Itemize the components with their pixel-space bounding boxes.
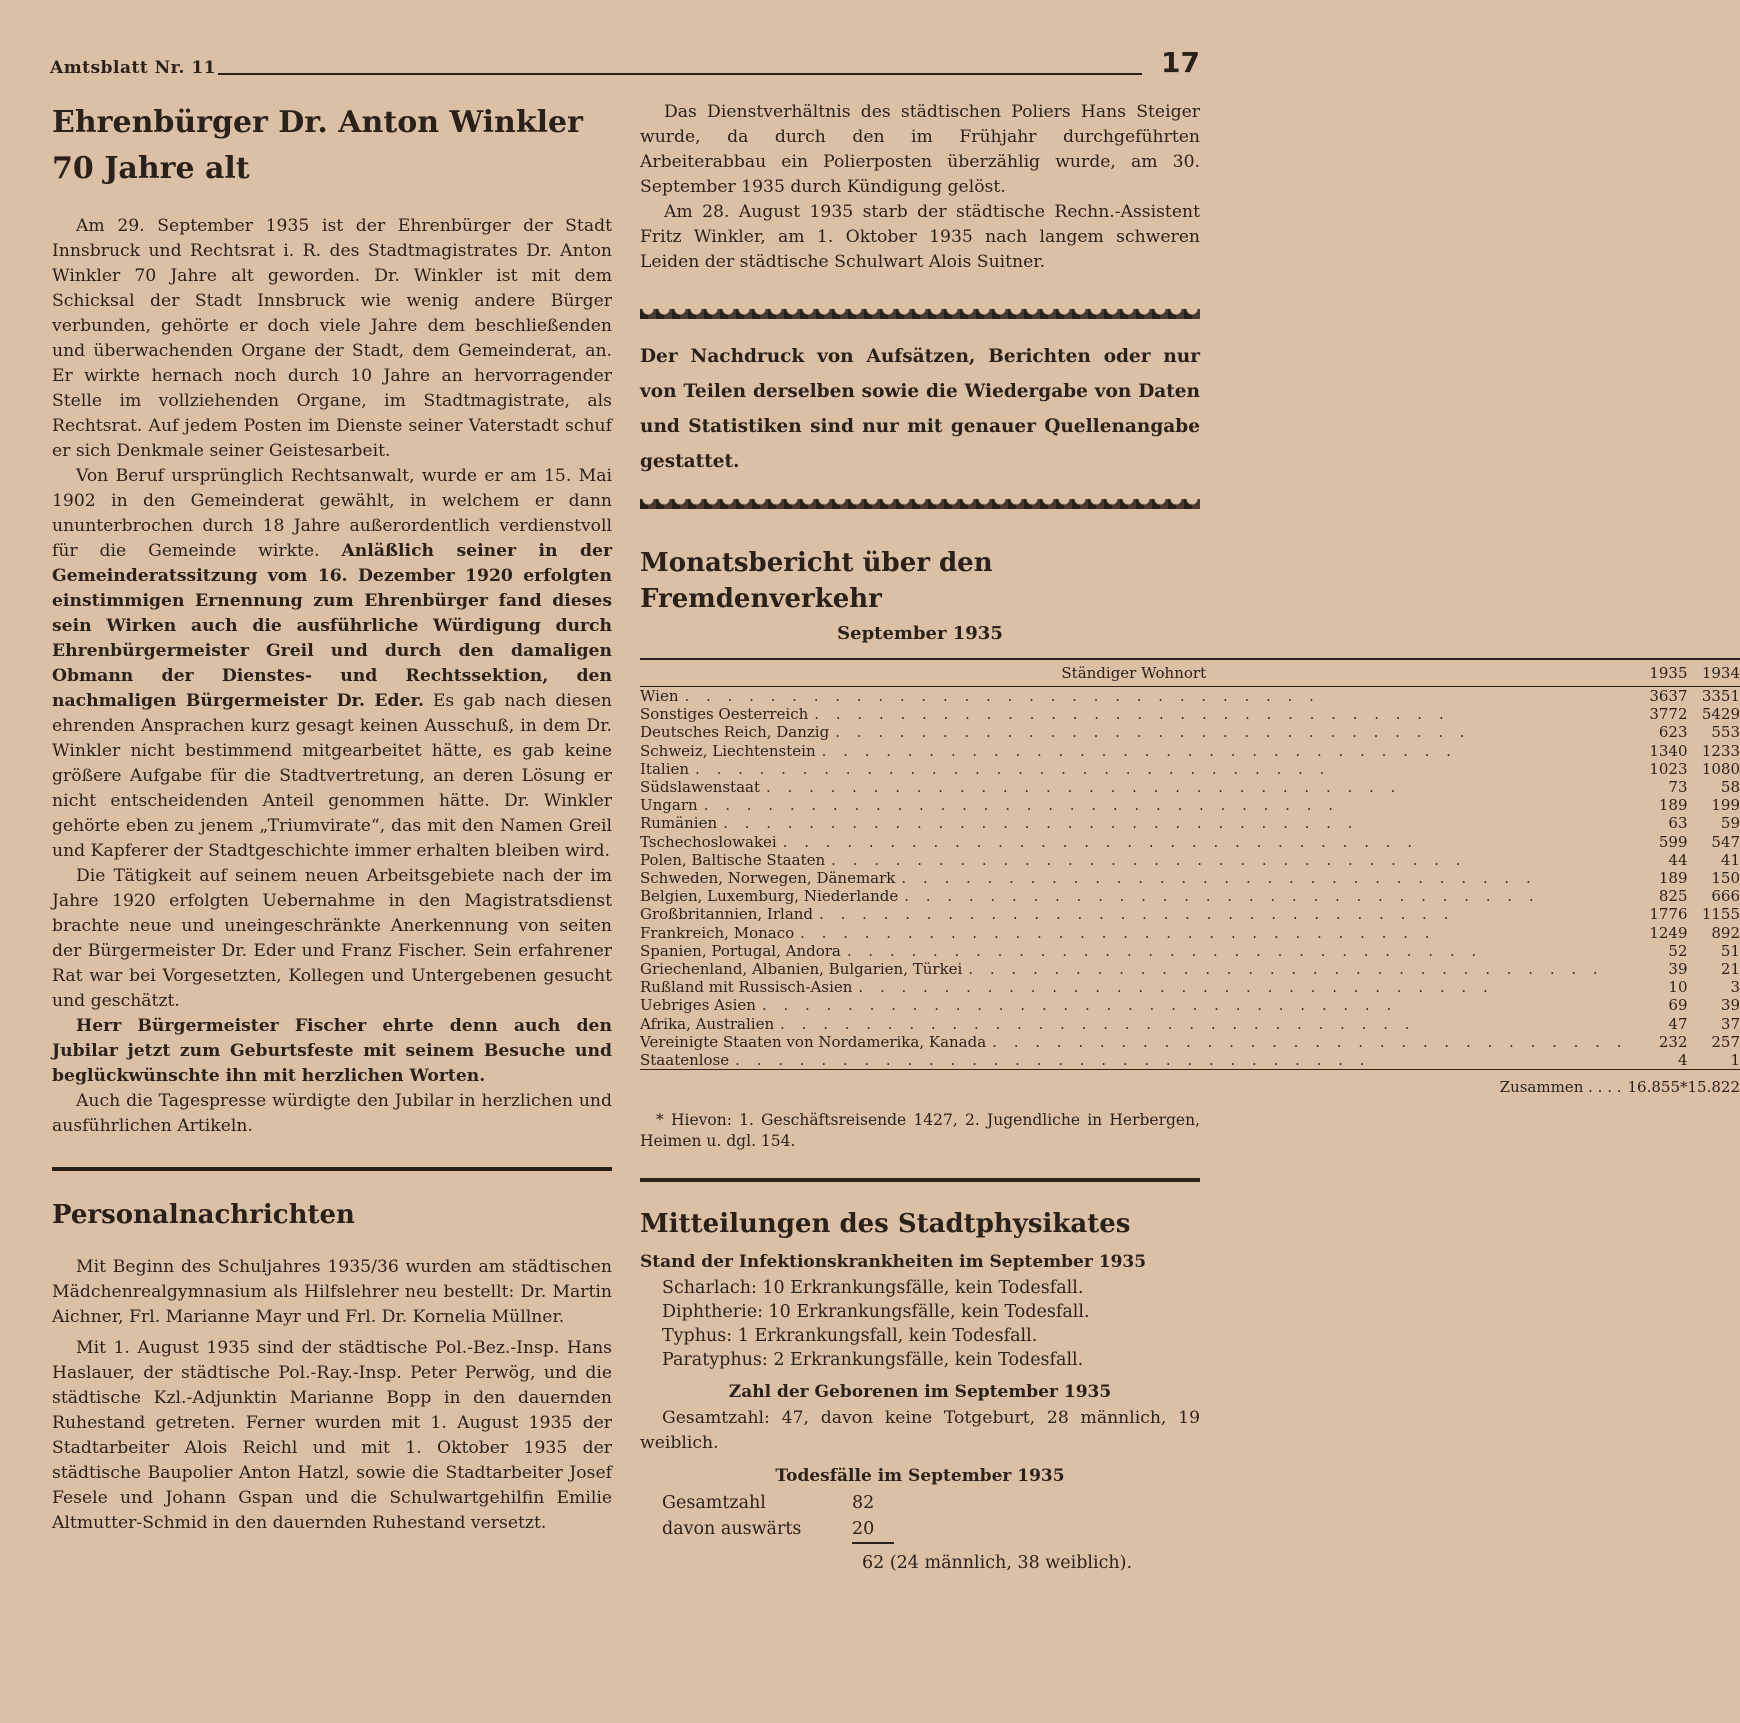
table-row [640,742,1740,760]
country-label: Wien [640,687,679,705]
value-1934: 1155 [1701,905,1740,924]
value-1934: 666 [1711,887,1740,906]
row-country [640,996,1628,1014]
value-1935: 44 [1668,850,1688,869]
value-1935: 1249 [1649,923,1688,942]
value-1934: 553 [1711,723,1740,742]
value-1935: 3637 [1649,687,1688,705]
row-country [640,814,1628,832]
country-label: Italien [640,759,690,778]
dot-leader: . . . . . . . . . . . . . . . . . . . . . . . . . . . . . . [992,1032,1628,1051]
row-country [640,723,1628,741]
row-country [640,1033,1628,1051]
total-1934: 15.822 [1687,1078,1740,1097]
value-1934: 892 [1711,923,1740,942]
country-label: Südslawenstaat [640,778,760,797]
header-rule [218,73,1142,75]
value-1935: 39 [1668,960,1688,979]
value-1934: 257 [1711,1032,1740,1051]
value-1935: 63 [1668,814,1688,833]
value-1935: 3772 [1649,705,1688,724]
deaths-total-label: Gesamtzahl [662,1493,766,1514]
value-1934: 21 [1720,960,1740,979]
infection-item: Typhus: 1 Erkrankungsfall, kein Todesfall. [662,1326,1038,1347]
deaths-result: 62 (24 männlich, 38 weiblich). [862,1553,1133,1574]
table-row [640,978,1740,996]
value-1934: 150 [1711,869,1740,888]
value-1934: 1 [1730,1051,1740,1070]
value-1935: 4 [1677,1051,1688,1070]
country-label: Rumänien [640,814,718,833]
total-label: Zusammen . . . . [1499,1078,1622,1097]
dot-leader: . . . . . . . . . . . . . . . . . . . . . . . . . . . . . . [723,814,1359,833]
row-country [640,778,1628,796]
section-divider [52,1167,612,1171]
row-country [640,742,1628,760]
value-1934: 199 [1711,796,1740,815]
text: Von Beruf ursprünglich Rechtsanwalt, wurde er am 15. Mai 1902 in den Gemeinderat gewählt, in welchem er dann ununterbrochen durch 18 Jahre außerordentlich verdienstvoll für die Gemeinde wirkte. [52,466,612,561]
paragraph: Das Dienstverhältnis des städtischen Poliers Hans Steiger wurde, da durch den im Frühjahr durchgeführten Arbeiterabbau ein Polierposten überzählig wurde, am 30. September 1935 durch Kündigung gelöst. [640,102,1200,197]
deaths-heading: Todesfälle im September 1935 [775,1466,1065,1487]
dot-leader: . . . . . . . . . . . . . . . . . . . . . . . . . . . . . . [835,723,1471,742]
paragraph: Am 28. August 1935 starb der städtische Rechn.-Assistent Fritz Winkler, am 1. Oktober 1935 nach langem schweren Leiden der städtische Schulwart Alois Suitner. [640,202,1200,272]
dot-leader: . . . . . . . . . . . . . . . . . . . . . . . . . . . . . . [766,778,1402,797]
infection-item: Scharlach: 10 Erkrankungsfälle, kein Todesfall. [662,1278,1084,1299]
country-label: Uebriges Asien [640,996,756,1015]
deaths-total-row [662,1490,1200,1516]
table-row [640,833,1740,851]
row-country [640,869,1628,887]
value-1935: 599 [1658,832,1688,851]
row-country [640,851,1628,869]
country-label: Griechenland, Albanien, Bulgarien, Türkei [640,960,963,979]
row-country [640,978,1628,996]
table-row [640,796,1740,814]
row-country [640,887,1628,905]
births-text: Gesamtzahl: 47, davon keine Totgeburt, 28 männlich, 19 weiblich. [640,1408,1200,1454]
table-row [640,887,1740,905]
country-label: Frankreich, Monaco [640,923,795,942]
dot-leader: . . . . . . . . . . . . . . . . . . . . . . . . . . . . . . [858,978,1494,997]
paragraph [52,1014,612,1089]
table-row [640,1051,1740,1070]
country-label: Rußland mit Russisch-Asien [640,978,853,997]
title-line-1: Ehrenbürger Dr. Anton Winkler [52,105,583,140]
paragraph: Die Tätigkeit auf seinem neuen Arbeitsgebiete nach der im Jahre 1920 erfolgten Uebernahme in den Magistratsdienst brachte neue und uneingeschränkte Anerkennung von seiten der Bürgermeister Dr. Eder und Franz Fischer. Sein erfahrener Rat war bei Vorgesetzten, Kollegen und Untergebenen gesucht und geschätzt. [52,866,612,1011]
row-country [640,687,1628,706]
infection-heading: Stand der Infektionskrankheiten im September 1935 [640,1252,1147,1273]
dot-leader: . . . . . . . . . . . . . . . . . . . . . . . . . . . . . . [904,887,1540,906]
table-row [640,924,1740,942]
infection-list [640,1276,1200,1372]
dot-leader: . . . . . . . . . . . . . . . . . . . . . . . . . . . . . . [831,850,1467,869]
publication-title: Amtsblatt Nr. 11 [50,58,217,78]
value-1935: 623 [1658,723,1688,742]
value-1934: 58 [1720,778,1740,797]
value-1935: 232 [1658,1032,1688,1051]
row-country [640,942,1628,960]
dot-leader: . . . . . . . . . . . . . . . . . . . . . . . . . . . . . . [780,1014,1416,1033]
row-country [640,796,1628,814]
country-label: Tschechoslowakei [640,832,777,851]
dot-leader: . . . . . . . . . . . . . . . . . . . . . . . . . . . . . . [800,923,1436,942]
table-row [640,869,1740,887]
bold-text: Herr Bürgermeister Fischer ehrte denn auch den Jubilar jetzt zum Geburtsfeste mit seinem Besuche und beglückwünschte ihn mit herzlichen Worten. [52,1016,612,1086]
value-1934: 547 [1711,832,1740,851]
dot-leader: . . . . . . . . . . . . . . . . . . . . . . . . . . . . . . [703,796,1340,815]
row-country [640,1015,1628,1033]
value-1934: 3 [1730,978,1740,997]
title-line-2: 70 Jahre alt [52,151,250,186]
country-label: Schweden, Norwegen, Dänemark [640,869,896,888]
dot-leader: . . . . . . . . . . . . . . . . . . . . . . . . . . . . . . [846,941,1483,960]
table-row [640,778,1740,796]
paragraph: Am 29. September 1935 ist der Ehrenbürger der Stadt Innsbruck und Rechtsrat i. R. des Stadtmagistrates Dr. Anton Winkler 70 Jahre alt geworden. Dr. Winkler ist mit dem Schicksal der Stadt Innsbruck wie wenig andere Bürger verbunden, gehörte er doch viele Jahre dem beschließenden und überwachenden Organe der Stadt, dem Gemeinderat, an. Er wirkte hernach noch durch 10 Jahre an hervorragender Stelle im vollziehenden Organe, im Stadtmagistrate, als Rechtsrat. Auf jedem Posten im Dienste seiner Vaterstadt schuf er sich Denkmale seiner Geistesarbeit. [52,216,612,461]
section-title: Monatsbericht über den Fremdenverkehr [640,548,993,614]
table-total-row [640,1070,1740,1097]
table-row [640,960,1740,978]
total-1935: 16.855* [1627,1078,1688,1097]
value-1935: 1023 [1649,759,1688,778]
value-1935: 10 [1668,978,1688,997]
table-body [640,687,1740,1070]
dot-leader: . . . . . . . . . . . . . . . . . . . . . . . . . . . . . . [968,960,1604,979]
value-1934: 1080 [1701,759,1740,778]
table-row [640,1015,1740,1033]
value-1935: 189 [1658,796,1688,815]
value-1934: 39 [1720,996,1740,1015]
value-1934: 1233 [1701,741,1740,760]
dot-leader: . . . . . . . . . . . . . . . . . . . . . . . . . . . . . . [782,832,1419,851]
country-label: Vereinigte Staaten von Nordamerika, Kanada [640,1032,987,1051]
row-country [640,705,1628,723]
section-subtitle: September 1935 [837,623,1003,644]
footnote: * Hievon: 1. Geschäftsreisende 1427, 2. Jugendliche in Herbergen, Heimen u. dgl. 154. [640,1111,1200,1151]
tourism-table [640,658,1740,1096]
section-title: Mitteilungen des Stadtphysikates [640,1209,1131,1240]
country-label: Polen, Baltische Staaten [640,850,826,869]
row-country [640,924,1628,942]
table-row [640,814,1740,832]
column-header: Ständiger Wohnort [1061,664,1207,682]
column-header: 1935 [1649,664,1688,682]
deaths-total-value: 82 [852,1493,875,1514]
row-country [640,833,1628,851]
table-row [640,687,1740,706]
births-heading: Zahl der Geborenen im September 1935 [728,1382,1112,1403]
value-1935: 1340 [1649,741,1688,760]
dot-leader: . . . . . . . . . . . . . . . . . . . . . . . . . . . . . . [695,759,1331,778]
row-country [640,1051,1628,1070]
country-label: Deutsches Reich, Danzig [640,723,830,742]
infection-item: Paratyphus: 2 Erkrankungsfälle, kein Todesfall. [662,1350,1084,1371]
row-country [640,760,1628,778]
value-1934: 37 [1720,1014,1740,1033]
value-1934: 51 [1720,941,1740,960]
copyright-notice: Der Nachdruck von Aufsätzen, Berichten oder nur von Teilen derselben sowie die Wiedergabe von Daten und Statistiken sind nur mit genauer Quellenangabe gestattet. [640,346,1200,472]
value-1935: 52 [1668,941,1688,960]
right-column [640,100,1740,1576]
table-row [640,942,1740,960]
left-column [52,100,612,1536]
country-label: Großbritannien, Irland [640,905,814,924]
country-label: Sonstiges Oesterreich [640,705,809,724]
deaths-out-label: davon auswärts [662,1519,802,1540]
table-header-row [640,659,1740,687]
dot-leader: . . . . . . . . . . . . . . . . . . . . . . . . . . . . . . [814,705,1450,724]
table-row [640,1033,1740,1051]
paragraph: Mit Beginn des Schuljahres 1935/36 wurden am städtischen Mädchenrealgymnasium als Hilfslehrer neu bestellt: Dr. Martin Aichner, Frl. Marianne Mayr und Frl. Dr. Kornelia Müllner. [52,1257,612,1327]
value-1935: 1776 [1649,905,1688,924]
country-label: Schweiz, Liechtenstein [640,741,816,760]
bold-text: Anläßlich seiner in der Gemeinderatssitzung vom 16. Dezember 1920 erfolgten einstimmigen Ernennung zum Ehrenbürger fand dieses sein Wirken auch die ausführliche Würdigung durch Ehrenbürgermeister Greil und durch den damaligen Obmann der Dienstes- und Rechtssektion, den nachmaligen Bürgermeister Dr. Eder. [52,541,612,711]
country-label: Staatenlose [640,1051,730,1070]
dot-leader: . . . . . . . . . . . . . . . . . . . . . . . . . . . . . . [684,687,1320,705]
dot-leader: . . . . . . . . . . . . . . . . . . . . . . . . . . . . . . [761,996,1398,1015]
country-label: Ungarn [640,796,698,815]
row-country [640,905,1628,923]
table-row [640,905,1740,923]
value-1934: 41 [1720,850,1740,869]
deaths-out-row [662,1516,1200,1544]
wavy-divider [640,309,1200,319]
table-row [640,760,1740,778]
column-header: 1934 [1701,664,1740,682]
value-1935: 47 [1668,1014,1688,1033]
value-1934: 3351 [1701,687,1740,705]
country-label: Belgien, Luxemburg, Niederlande [640,887,899,906]
deaths-out-value: 20 [852,1516,894,1544]
table-row [640,705,1740,723]
value-1935: 189 [1658,869,1688,888]
article-title [52,100,612,192]
value-1935: 73 [1668,778,1688,797]
infection-item: Diphtherie: 10 Erkrankungsfälle, kein Todesfall. [662,1302,1090,1323]
paragraph: Mit 1. August 1935 sind der städtische Pol.-Bez.-Insp. Hans Haslauer, der städtische Pol.-Ray.-Insp. Peter Perwög, und die städtische Kzl.-Adjunktin Marianne Bopp in den dauernden Ruhestand getreten. Ferner wurden mit 1. August 1935 der Stadtarbeiter Alois Reichl und mit 1. Oktober 1935 der städtische Baupolier Anton Hatzl, sowie die Stadtarbeiter Josef Fesele und Johann Gspan und die Schulwartgehilfin Emilie Altmutter-Schmid in den dauernden Ruhestand versetzt. [52,1338,612,1533]
row-country [640,960,1628,978]
value-1935: 69 [1668,996,1688,1015]
value-1935: 825 [1658,887,1688,906]
page-header [50,46,1200,80]
dot-leader: . . . . . . . . . . . . . . . . . . . . . . . . . . . . . . [819,905,1455,924]
section-divider [640,1178,1200,1182]
deaths-block [640,1490,1200,1576]
paragraph [52,464,612,864]
country-label: Afrika, Australien [640,1014,775,1033]
dot-leader: . . . . . . . . . . . . . . . . . . . . . . . . . . . . . . [735,1051,1371,1070]
dot-leader: . . . . . . . . . . . . . . . . . . . . . . . . . . . . . . [821,741,1457,760]
page-number: 17 [1161,46,1200,79]
table-row [640,996,1740,1014]
dot-leader: . . . . . . . . . . . . . . . . . . . . . . . . . . . . . . [901,869,1537,888]
value-1934: 59 [1720,814,1740,833]
table-row [640,851,1740,869]
value-1934: 5429 [1701,705,1740,724]
country-label: Spanien, Portugal, Andora [640,941,841,960]
text: Es gab nach diesen ehrenden Ansprachen kurz gesagt keinen Ausschuß, in dem Dr. Winkler nicht bestimmend mitgearbeitet hätte, es gab keine größere Aufgabe für die Stadtvertretung, an deren Lösung er nicht entscheidenden Anteil genommen hätte. Dr. Winkler gehörte eben zu jenem „Triumvirate“, das mit den Namen Greil und Kapferer der Stadtgeschichte immer erhalten bleiben wird. [52,691,612,861]
table-row [640,723,1740,741]
section-title: Personalnachrichten [52,1200,355,1230]
paragraph: Auch die Tagespresse würdigte den Jubilar in herzlichen und ausführlichen Artikeln. [52,1091,612,1136]
wavy-divider [640,499,1200,509]
